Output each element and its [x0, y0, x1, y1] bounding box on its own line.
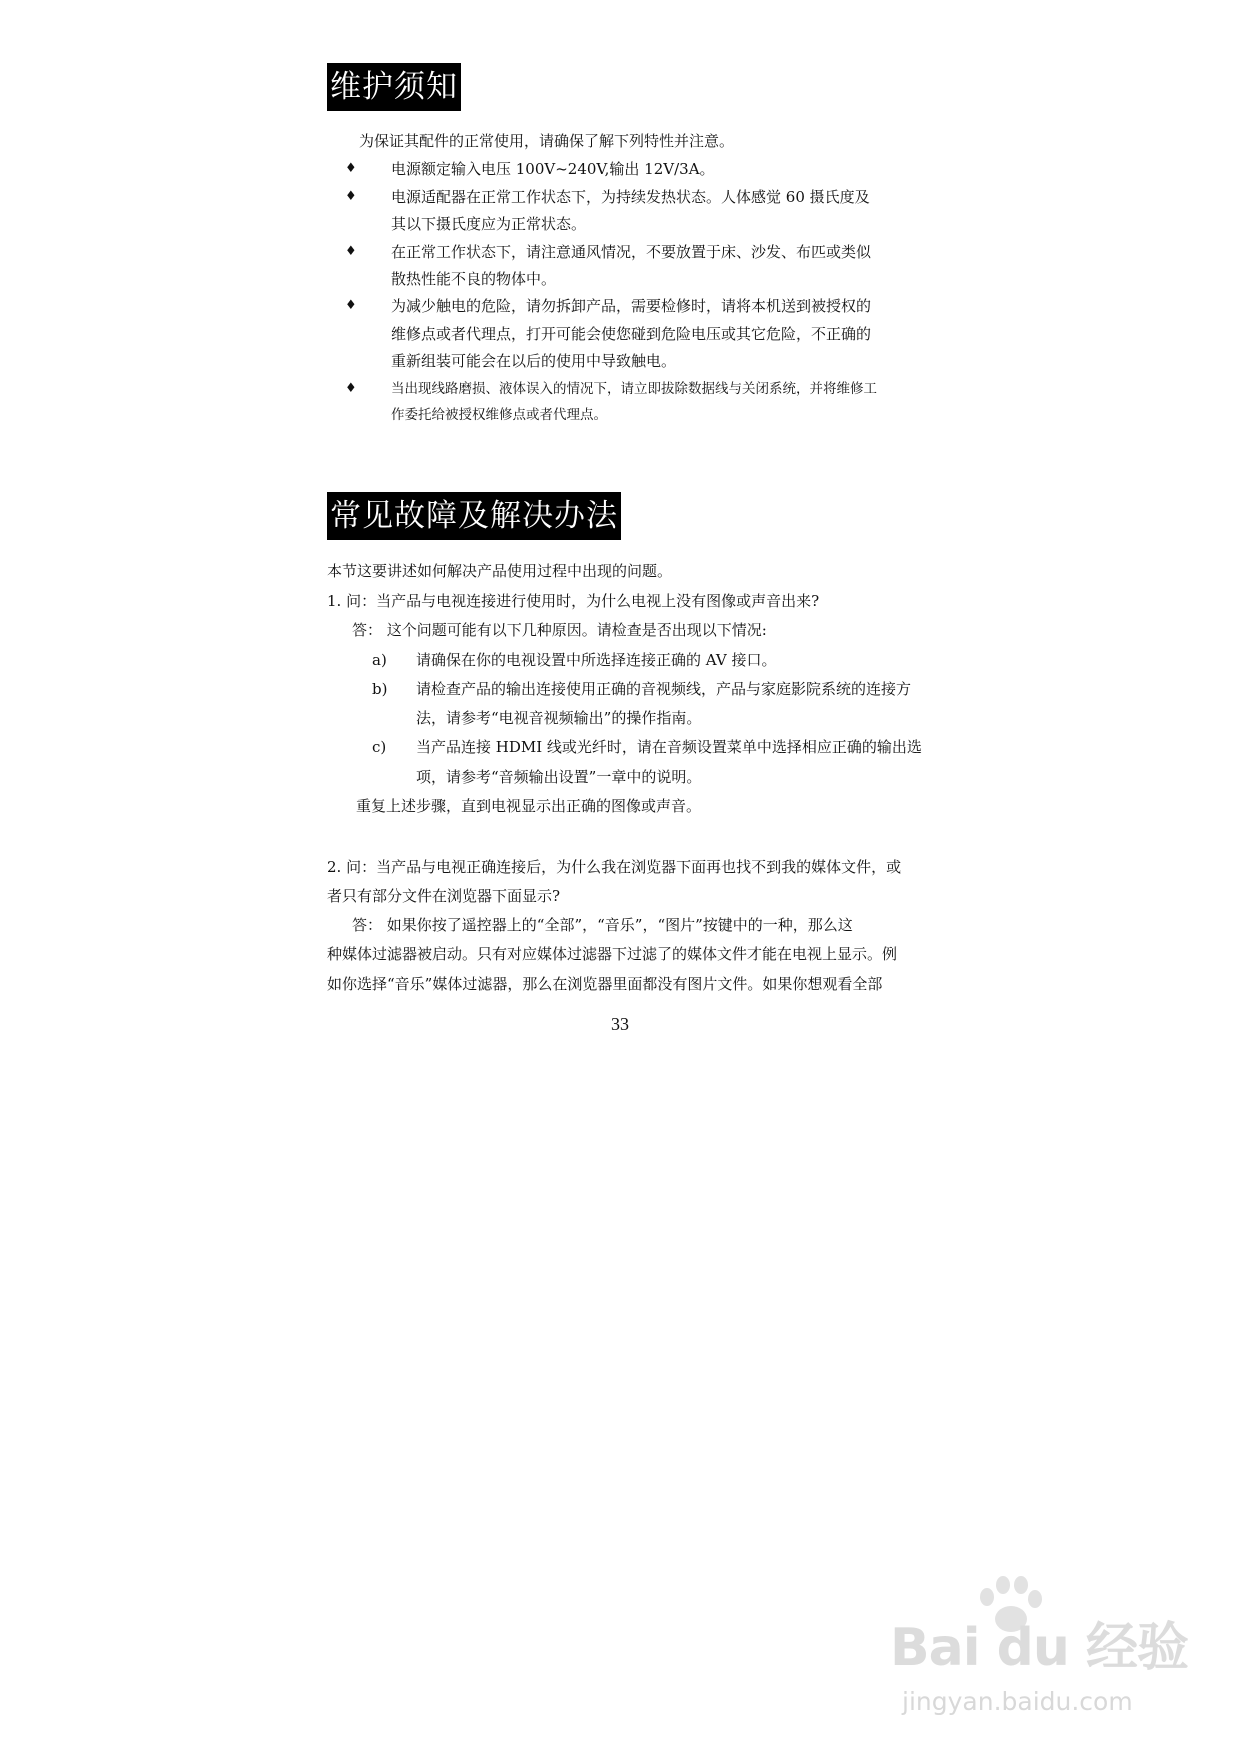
- maintenance-item-5-line-1: 当出现线路磨损、液体误入的情况下，请立即拔除数据线与关闭系统，并将维修工: [391, 381, 877, 397]
- baidu-jingyan-watermark: [880, 1575, 1188, 1735]
- section-heading-troubleshooting: 常见故障及解决办法: [327, 492, 621, 540]
- maintenance-intro: 为保证其配件的正常使用，请确保了解下列特性并注意。: [359, 132, 735, 150]
- answer-2-line-1: 答： 如果你按了遥控器上的“全部”，“音乐”，“图片”按键中的一种，那么这: [352, 916, 853, 934]
- maintenance-item-2-line-2: 其以下摄氏度应为正常状态。: [391, 215, 587, 233]
- watermark-logo: Bai du 经验: [890, 1618, 1188, 1678]
- maintenance-item-3-line-2: 散热性能不良的物体中。: [391, 270, 557, 288]
- question-1-text: 1. 问：当产品与电视连接进行使用时，为什么电视上没有图像或声音出来?: [327, 592, 820, 610]
- answer-2-line-3: 如你选择“音乐”媒体过滤器，那么在浏览器里面都没有图片文件。如果你想观看全部: [327, 975, 883, 993]
- maintenance-item-2-line-1: 电源适配器在正常工作状态下，为持续发热状态。人体感觉 60 摄氏度及: [391, 188, 870, 206]
- answer-1-item-b-label: b): [372, 680, 388, 698]
- answer-2-line-2: 种媒体过滤器被启动。只有对应媒体过滤器下过滤了的媒体文件才能在电视上显示。例: [327, 945, 898, 963]
- answer-1-item-a-text: 请确保在你的电视设置中所选择连接正确的 AV 接口。: [416, 651, 777, 669]
- question-2-line-2: 者只有部分文件在浏览器下面显示?: [327, 887, 561, 905]
- answer-1-item-c-line-2: 项，请参考“音频输出设置”一章中的说明。: [416, 768, 702, 786]
- bullet-icon: ♦: [345, 189, 357, 204]
- answer-1-item-b-line-1: 请检查产品的输出连接使用正确的音视频线，产品与家庭影院系统的连接方: [416, 680, 912, 698]
- watermark-url: jingyan.baidu.com: [902, 1687, 1133, 1716]
- answer-1-item-a-label: a): [372, 651, 387, 669]
- troubleshooting-intro: 本节这要讲述如何解决产品使用过程中出现的问题。: [327, 562, 673, 580]
- section-heading-maintenance: 维护须知: [327, 63, 461, 111]
- answer-1-item-c-line-1: 当产品连接 HDMI 线或光纤时，请在音频设置菜单中选择相应正确的输出选: [416, 738, 922, 756]
- answer-1-item-c-label: c): [372, 738, 387, 756]
- maintenance-item-4-line-3: 重新组装可能会在以后的使用中导致触电。: [391, 352, 677, 370]
- bullet-icon: ♦: [345, 161, 357, 176]
- answer-1-intro: 答： 这个问题可能有以下几种原因。请检查是否出现以下情况:: [352, 621, 767, 639]
- bullet-icon: ♦: [345, 381, 357, 396]
- page-number: 33: [611, 1014, 629, 1034]
- question-2-line-1: 2. 问：当产品与电视正确连接后，为什么我在浏览器下面再也找不到我的媒体文件，或: [327, 858, 902, 876]
- maintenance-item-4-line-2: 维修点或者代理点，打开可能会使您碰到危险电压或其它危险，不正确的: [391, 325, 872, 343]
- answer-1-closing: 重复上述步骤，直到电视显示出正确的图像或声音。: [356, 797, 702, 815]
- bullet-icon: ♦: [345, 298, 357, 313]
- answer-1-item-b-line-2: 法，请参考“电视音视频输出”的操作指南。: [416, 709, 702, 727]
- bullet-icon: ♦: [345, 244, 357, 259]
- maintenance-item-3-line-1: 在正常工作状态下，请注意通风情况，不要放置于床、沙发、布匹或类似: [391, 243, 872, 261]
- maintenance-item-5-line-2: 作委托给被授权维修点或者代理点。: [391, 407, 607, 423]
- maintenance-item-4-line-1: 为减少触电的危险，请勿拆卸产品，需要检修时，请将本机送到被授权的: [391, 297, 872, 315]
- maintenance-item-1: 电源额定输入电压 100V~240V,输出 12V/3A。: [391, 160, 715, 178]
